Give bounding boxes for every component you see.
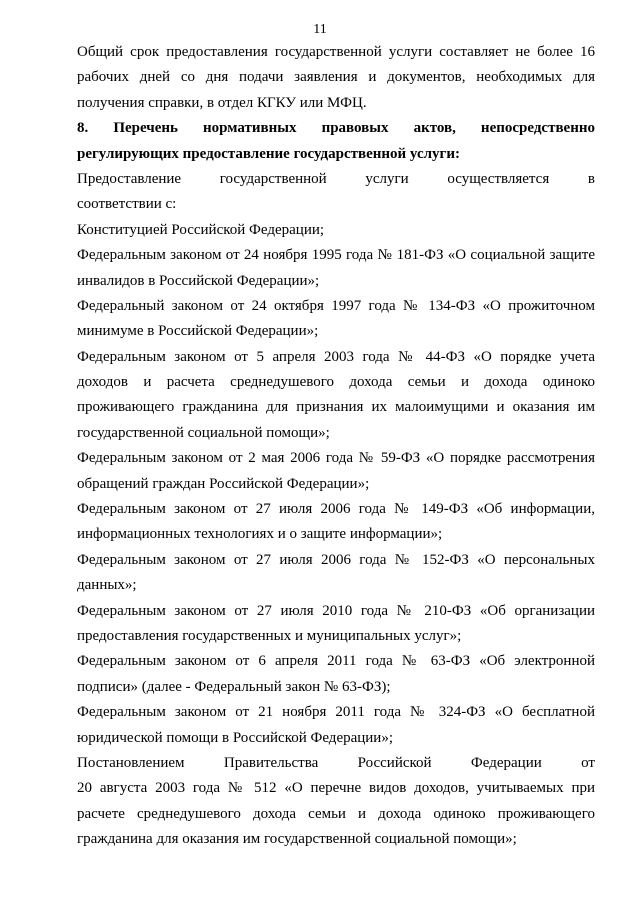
paragraph-line: соответствии с: [77,196,177,213]
paragraph-line: рабочих дней со дня подачи заявления и документов, необходимых для [77,69,595,86]
paragraph-line: Федеральным законом от 2 мая 2006 года № 59-ФЗ «О порядке рассмотрения [77,450,595,467]
paragraph-line: инвалидов в Российской Федерации»; [77,272,320,289]
paragraph-line: проживающего гражданина для признания их малоимущими и оказания им [77,399,595,416]
paragraph-line: доходов и расчета среднедушевого дохода семьи и дохода одиноко [77,374,595,391]
paragraph-line: Федеральным законом от 21 ноября 2011 года № 324-ФЗ «О бесплатной [77,704,595,721]
paragraph-line: Предоставление государственной услуги осуществляется в [77,170,595,187]
paragraph-line: минимуме в Российской Федерации»; [77,323,319,340]
paragraph-line: информационных технологиях и о защите информации»; [77,526,443,543]
paragraph-line: 20 августа 2003 года № 512 «О перечне видов доходов, учитываемых при [77,780,595,797]
paragraph-line: подписи» (далее - Федеральный закон № 63-ФЗ); [77,678,391,695]
paragraph-line: Федеральный законом от 24 октября 1997 года № 134-ФЗ «О прожиточном [77,297,595,314]
paragraph-line: государственной социальной помощи»; [77,424,330,441]
page-number: 11 [313,22,327,37]
paragraph-line: Общий срок предоставления государственной услуги составляет не более 16 [77,44,595,60]
paragraph-line: гражданина для оказания им государственной социальной помощи»; [77,831,517,848]
paragraph-line: Федеральным законом от 27 июля 2006 года № 149-ФЗ «Об информации, [77,501,595,518]
paragraph-line: расчете среднедушевого дохода семьи и дохода одиноко проживающего [77,805,595,822]
paragraph-line: Федеральным законом от 27 июля 2006 года № 152-ФЗ «О персональных [77,551,595,568]
paragraph-line: предоставления государственных и муниципальных услуг»; [77,627,462,644]
paragraph-line: Федеральным законом от 5 апреля 2003 года № 44-ФЗ «О порядке учета [77,348,595,365]
paragraph-line: данных»; [77,577,137,594]
paragraph-line: Федеральным законом от 24 ноября 1995 года № 181-ФЗ «О социальной защите [77,247,595,264]
section-heading-line: 8. Перечень нормативных правовых актов, непосредственно [77,120,595,137]
paragraph-line: Федеральным законом от 6 апреля 2011 года № 63-ФЗ «Об электронной [77,653,595,670]
paragraph-line: Конституцией Российской Федерации; [77,221,325,238]
paragraph-line: получения справки, в отдел КГКУ или МФЦ. [77,94,367,111]
paragraph-line: юридической помощи в Российской Федерации»; [77,729,394,746]
paragraph-line: обращений граждан Российской Федерации»; [77,475,370,492]
paragraph-line: Постановлением Правительства Российской Федерации от [77,754,595,771]
document-body [77,40,595,853]
section-heading-line: регулирующих предоставление государственной услуги: [77,145,460,162]
paragraph-line: Федеральным законом от 27 июля 2010 года № 210-ФЗ «Об организации [77,602,595,619]
